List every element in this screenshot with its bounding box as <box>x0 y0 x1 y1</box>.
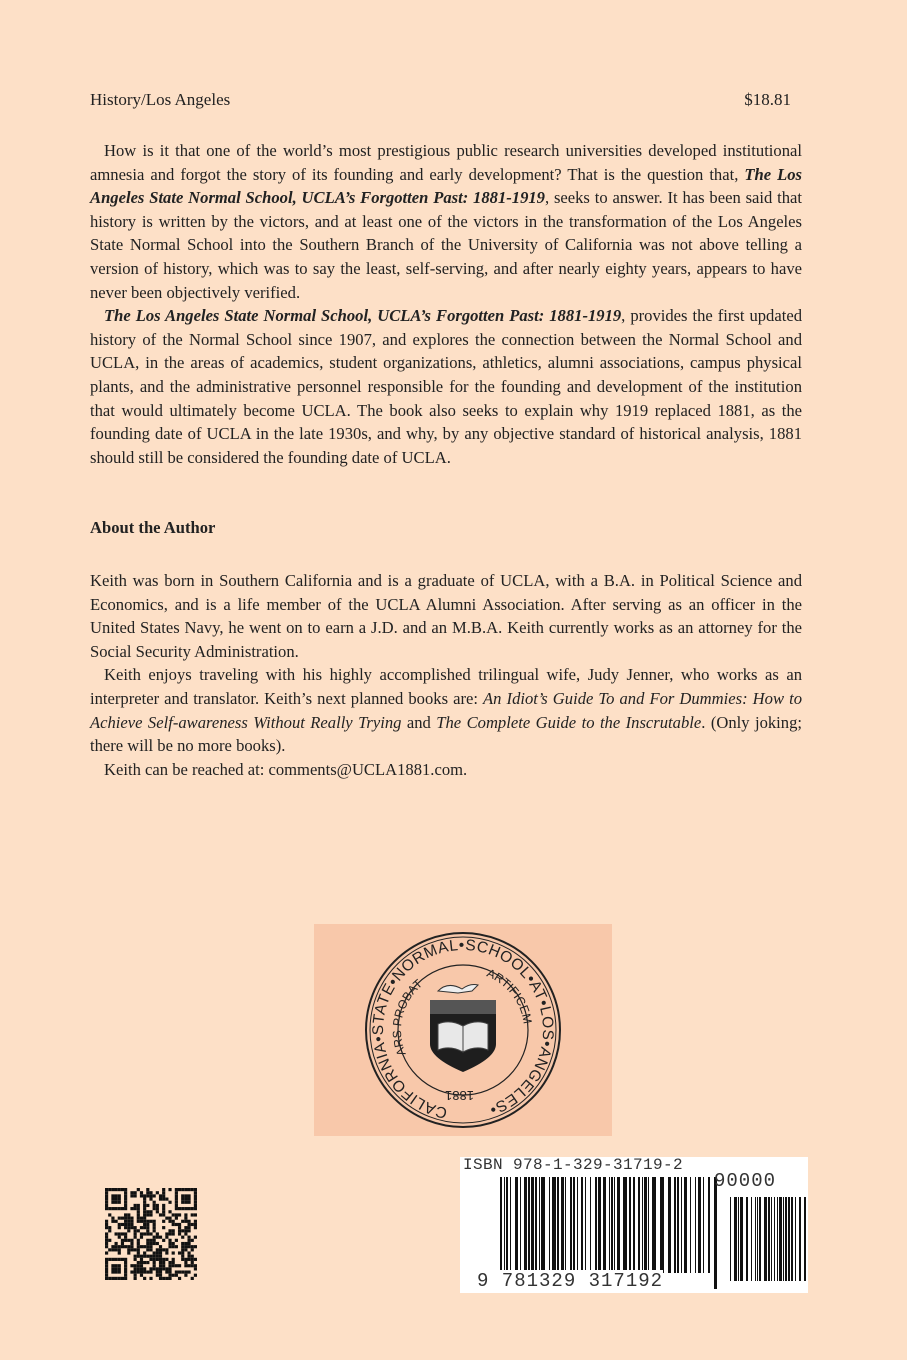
text-run: An Idiot’s Guide To and For Dummies: How to Achieve Self-awareness Without Really Trying <box>90 688 802 732</box>
barcode-bar <box>755 1197 756 1281</box>
barcode-bar <box>570 1177 572 1273</box>
barcode-bar <box>573 1177 575 1273</box>
barcode-bar <box>788 1197 790 1281</box>
barcode-bar <box>541 1177 545 1273</box>
school-seal <box>314 924 612 1136</box>
barcode-bar <box>520 1177 521 1273</box>
barcode-digits: 9 781329 317192 <box>477 1270 664 1292</box>
barcode-bar <box>703 1177 704 1273</box>
text-run: The Los Angeles State Normal School, UCLA’s Forgotten Past: 1881-1919 <box>90 164 802 208</box>
barcode-bar <box>795 1197 796 1281</box>
barcode-bar <box>611 1177 613 1273</box>
text-run: The Los Angeles State Normal School, UCLA’s Forgotten Past: 1881-1919 <box>104 306 622 326</box>
barcode-bar <box>695 1177 696 1273</box>
price-addon-code: 90000 <box>714 1170 777 1192</box>
barcode-bar <box>623 1177 627 1273</box>
barcode-bar <box>642 1177 643 1273</box>
barcode-bar <box>561 1177 564 1273</box>
barcode-bar <box>759 1197 761 1281</box>
barcode-bar <box>595 1177 597 1273</box>
barcode-bar <box>777 1197 778 1281</box>
text-run: , seeks to answer. It has been said that history is written by the victors, and at least one of the victors in the transformation of the Los Angeles State Normal School into the Southern Branch of the University of California was not above telling a version of history, which was to say the least, self-serving, and after nearly eighty years, appears to have never been objectively verified. <box>90 188 803 302</box>
barcode-bar <box>648 1177 649 1273</box>
barcode-bar <box>652 1177 656 1273</box>
paragraph <box>90 758 802 782</box>
text-run: , provides the first updated history of the Normal School since 1907, and explores the connection between the Normal School and UCLA, in the areas of academics, student organizations, athletics, alumni associations, campus physical plants, and the administrative personnel responsible for the founding and development of the institution that would ultimately become UCLA. The book also seeks to explain why 1919 replaced 1881, as the founding date of UCLA in the late 1930s, and why, by any objective standard of historical analysis, 1881 should still be considered the founding date of UCLA. <box>90 306 802 467</box>
text-run: . (Only joking; there will be no more books). <box>90 712 802 756</box>
text-run: The Complete Guide to the Inscrutable <box>436 712 702 732</box>
barcode-bar <box>768 1197 770 1281</box>
category-label: History/Los Angeles <box>90 90 231 109</box>
barcode-bar <box>617 1177 620 1273</box>
barcode-bar <box>614 1177 615 1273</box>
barcode-bar <box>774 1197 775 1281</box>
barcode-bar <box>799 1197 801 1281</box>
barcode-bar <box>668 1177 671 1273</box>
barcode-bar <box>690 1177 691 1273</box>
barcode-bar <box>557 1177 559 1273</box>
barcode-bar <box>565 1177 566 1273</box>
barcode-bar <box>644 1177 647 1273</box>
barcode-bar <box>524 1177 527 1273</box>
paragraph <box>90 304 802 469</box>
barcode-bar <box>771 1197 772 1281</box>
barcode-bar <box>708 1177 710 1273</box>
about-author-heading: About the Author <box>90 518 216 537</box>
barcode-bar <box>638 1177 640 1273</box>
barcode-bar <box>681 1177 682 1273</box>
barcode-bar <box>738 1197 739 1281</box>
barcode-bar <box>504 1177 505 1273</box>
barcode-bar <box>764 1197 767 1281</box>
barcode-bar <box>734 1197 737 1281</box>
author-bio <box>90 569 802 781</box>
barcode-bar <box>660 1177 664 1273</box>
barcode-bar <box>552 1177 556 1273</box>
barcode-bar <box>783 1197 784 1281</box>
barcode-bar <box>531 1177 534 1273</box>
barcode-bar <box>684 1177 687 1273</box>
barcode-bar <box>585 1177 586 1273</box>
barcode-bar <box>539 1177 540 1273</box>
paragraph <box>90 139 802 304</box>
barcode-bar <box>535 1177 537 1273</box>
barcode-bar <box>785 1197 787 1281</box>
svg-text:ARTIFICEM: ARTIFICEM <box>484 965 535 1025</box>
barcode-bar <box>549 1177 550 1273</box>
text-run: and <box>401 712 437 732</box>
barcode-bar <box>590 1177 591 1273</box>
barcode-bar <box>581 1177 583 1273</box>
barcode-bar <box>740 1197 743 1281</box>
barcode-bar <box>609 1177 610 1273</box>
isbn-text: ISBN 978-1-329-31719-2 <box>463 1156 684 1174</box>
barcode-bar <box>506 1177 508 1273</box>
barcode-bar <box>779 1197 782 1281</box>
barcode-bar <box>730 1197 731 1281</box>
barcode-bar <box>510 1177 511 1273</box>
barcode-bar <box>515 1177 518 1273</box>
text-run: Keith can be reached at: comments@UCLA1881.com. <box>104 759 468 779</box>
barcode-bar <box>598 1177 601 1273</box>
qr-code <box>105 1188 197 1280</box>
price-label: $18.81 <box>744 90 791 109</box>
barcode-bar <box>714 1177 717 1289</box>
barcode-bar <box>577 1177 578 1273</box>
text-run: How is it that one of the world’s most prestigious public research universities developed institutional amnesia and forgot the story of its founding and early development? That is the question that, <box>90 141 802 184</box>
paragraph <box>90 569 802 663</box>
barcode-bar <box>633 1177 635 1273</box>
barcode-bar <box>757 1197 758 1281</box>
paragraph <box>90 663 802 757</box>
barcode-bar <box>528 1177 530 1273</box>
barcode-bar <box>674 1177 676 1273</box>
text-run: Keith enjoys traveling with his highly accomplished trilingual wife, Judy Jenner, who works as an interpreter and translator. Keith’s next planned books are: <box>90 665 802 708</box>
barcode-bar <box>804 1197 806 1281</box>
barcode-bar <box>698 1177 701 1273</box>
svg-text:CALIFORNIA•STATE•NORMAL•SCHOOL: CALIFORNIA•STATE•NORMAL•SCHOOL•AT•LOS•ANGELES• <box>370 936 557 1122</box>
barcode-bar <box>677 1177 679 1273</box>
isbn-barcode <box>460 1157 808 1293</box>
barcode-bar <box>791 1197 793 1281</box>
book-description <box>90 139 802 469</box>
barcode-bar <box>629 1177 631 1273</box>
barcode-bar <box>746 1197 748 1281</box>
svg-text:ARS PROBAT: ARS PROBAT <box>389 976 426 1058</box>
text-run: Keith was born in Southern California and is a graduate of UCLA, with a B.A. in Political Science and Economics, and is a life member of the UCLA Alumni Association. After serving as an officer in the United States Navy, he went on to earn a J.D. and an M.B.A. Keith currently works as an attorney for the Social Security Administration. <box>90 571 802 661</box>
svg-text:1881: 1881 <box>445 1088 474 1103</box>
barcode-bar <box>751 1197 752 1281</box>
